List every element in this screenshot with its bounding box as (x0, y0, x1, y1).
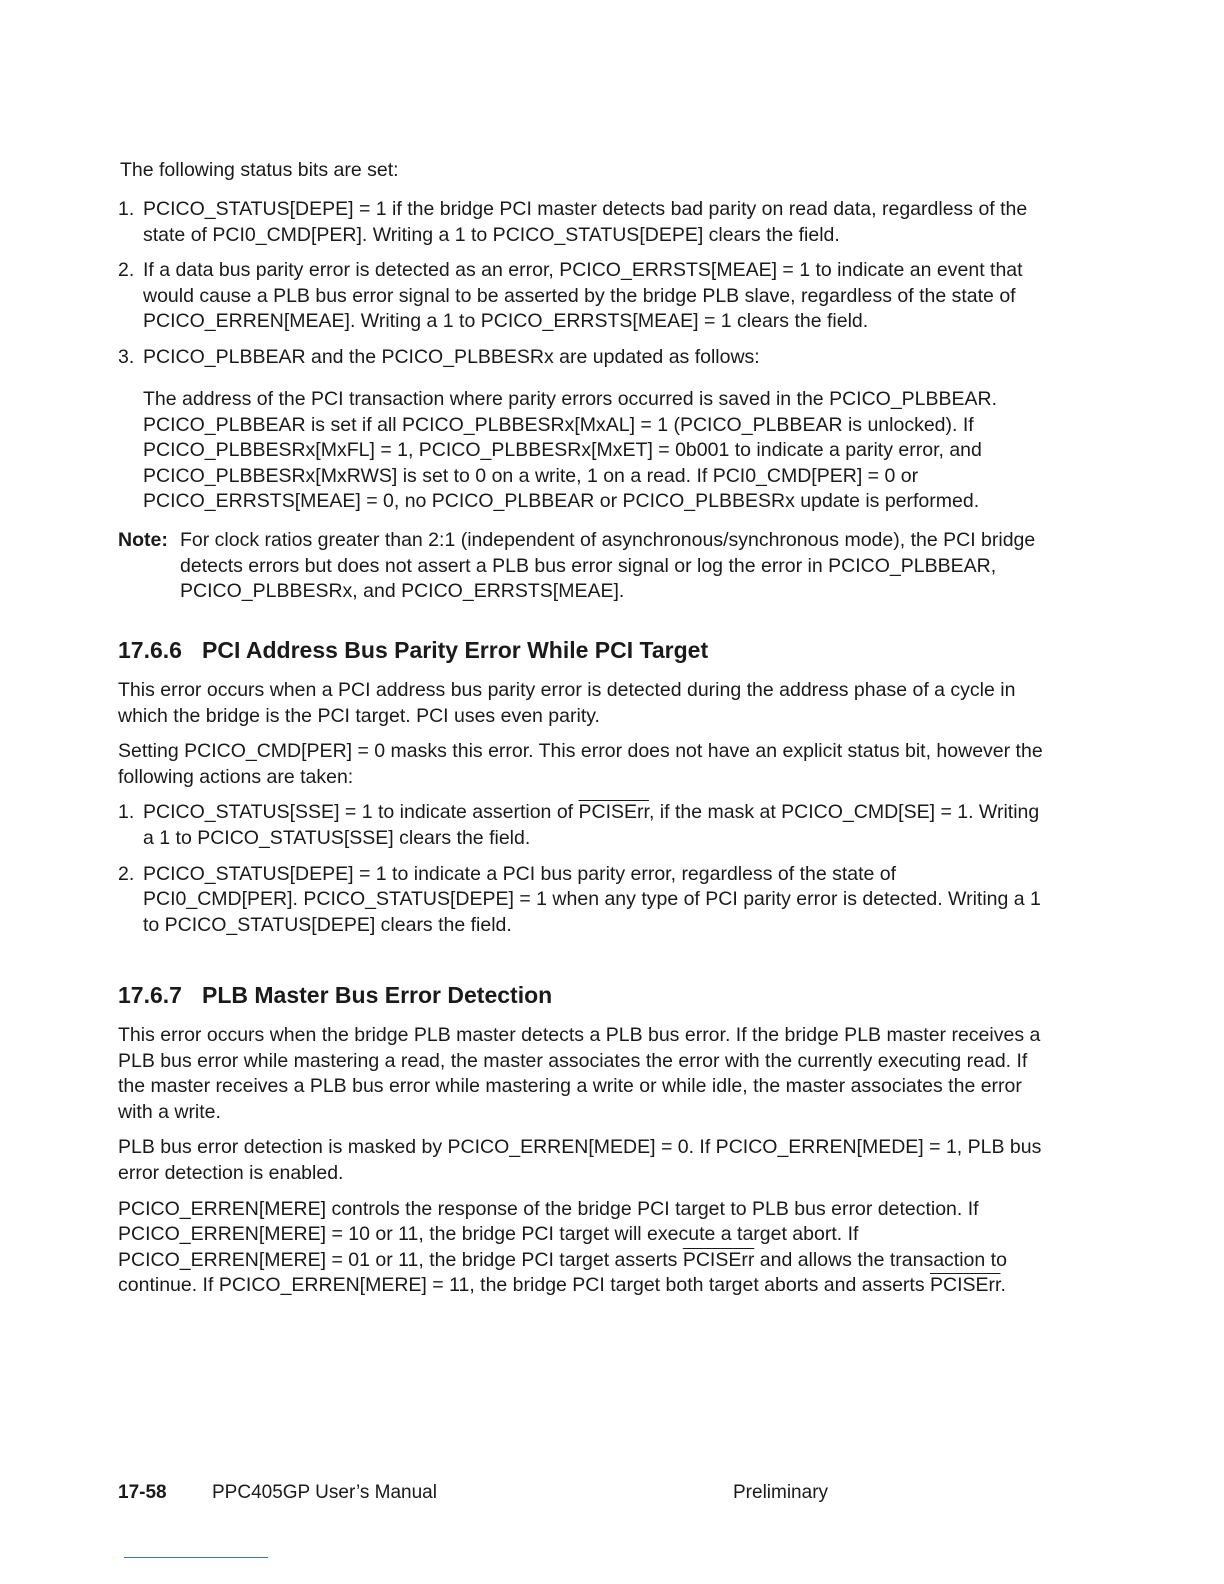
list-item (118, 258, 1048, 335)
section-body-17-6-7 (118, 1023, 1048, 1309)
intro-text: The following status bits are set: (120, 159, 399, 181)
list-text: PCICO_STATUS[DEPE] = 1 to indicate a PCI bus parity error, regardless of the state of PCI0_CMD[PER]. PCICO_STATUS[DEPE] = 1 when any type of PCI parity error is detected. Writing a 1 to PCICO_STATUS[DEPE] clears the field. (143, 862, 1041, 936)
page-footer (0, 1482, 1224, 1508)
footer-rule (124, 1557, 268, 1558)
list-item (118, 800, 1048, 851)
list-item (118, 197, 1048, 248)
paragraph: This error occurs when the bridge PLB master detects a PLB bus error. If the bridge PLB master receives a PLB bus error while mastering a read, the master associates the error with the currently executing read. If the master receives a PLB bus error while mastering a write or while idle, the master associates the error with a write. (118, 1024, 1041, 1123)
list-number: 3. (118, 345, 135, 368)
section-number: 17.6.6 (118, 637, 182, 663)
note-text: For clock ratios greater than 2:1 (independent of asynchronous/synchronous mode), the PCI bridge detects errors but does not assert a PLB bus error signal or log the error in PCICO_PLBBEAR, PCICO_PLBBESRx, and PCICO_ERRSTS[MEAE]. (180, 529, 1036, 603)
list-number: 2. (118, 259, 135, 282)
section-body-17-6-6 (118, 678, 1048, 948)
status-bits-list (118, 197, 1048, 381)
paragraph: Setting PCICO_CMD[PER] = 0 masks this error. This error does not have an explicit status bit, however the following actions are taken: (118, 740, 1043, 788)
section-title: PCI Address Bus Parity Error While PCI Target (202, 637, 709, 663)
note-label: Note: (118, 529, 168, 551)
plbbear-update-paragraph: The address of the PCI transaction where parity errors occurred is saved in the PCICO_PLBBEAR. PCICO_PLBBEAR is set if all PCICO_PLBBESRx[MxAL] = 1 (PCICO_PLBBEAR is unlocked). If PCICO_PLBBESRx[MxFL] = 1, PCICO_PLBBESRx[MxET] = 0b001 to indicate a parity error, and PCICO_PLBBESRx[MxRWS] is set to 0 on a write, 1 on a read. If PCI0_CMD[PER] = 0 or PCICO_ERRSTS[MEAE] = 0, no PCICO_PLBBEAR or PCICO_PLBBESRx update is performed. (143, 388, 998, 513)
list-text: PCICO_STATUS[SSE] = 1 to indicate assertion of PCISErr, if the mask at PCICO_CMD[SE] = 1. Writing a 1 to PCICO_STATUS[SSE] clears the field. (143, 801, 1040, 849)
section-title: PLB Master Bus Error Detection (202, 982, 553, 1008)
section-heading-17-6-6 (118, 636, 708, 664)
list-text: PCICO_PLBBEAR and the PCICO_PLBBESRx are updated as follows: (143, 345, 760, 368)
page-number: 17-58 (118, 1482, 167, 1503)
list-text: PCICO_STATUS[DEPE] = 1 if the bridge PCI master detects bad parity on read data, regardless of the state of PCI0_CMD[PER]. Writing a 1 to PCICO_STATUS[DEPE] clears the field. (143, 198, 1028, 246)
list-number: 1. (118, 801, 135, 824)
list-item (118, 862, 1048, 939)
list-number: 2. (118, 862, 135, 885)
list-number: 1. (118, 198, 135, 220)
section-number: 17.6.7 (118, 982, 182, 1008)
section-heading-17-6-7 (118, 981, 552, 1009)
document-status: Preliminary (733, 1482, 829, 1503)
manual-title: PPC405GP User’s Manual (212, 1482, 437, 1503)
paragraph: PCICO_ERREN[MERE] controls the response of the bridge PCI target to PLB bus error detection. If PCICO_ERREN[MERE] = 10 or 11, the bridge PCI target will execute a target abort. If PCICO_ERREN[MERE] = 01 or 11, the bridge PCI target asserts PCISErr and allows the transaction to continue. If PCICO_ERREN[MERE] = 11, the bridge PCI target both target aborts and asserts PCISErr. (118, 1197, 1007, 1297)
paragraph: This error occurs when a PCI address bus parity error is detected during the address phase of a cycle in which the bridge is the PCI target. PCI uses even parity. (118, 679, 1016, 727)
list-item (118, 345, 1048, 371)
paragraph: PLB bus error detection is masked by PCICO_ERREN[MEDE] = 0. If PCICO_ERREN[MEDE] = 1, PLB bus error detection is enabled. (118, 1136, 1042, 1184)
note-block (118, 528, 1038, 605)
list-text: If a data bus parity error is detected as an error, PCICO_ERRSTS[MEAE] = 1 to indicate an event that would cause a PLB bus error signal to be asserted by the bridge PLB slave, regardless of the state of PCICO_ERREN[MEAE]. Writing a 1 to PCICO_ERRSTS[MEAE] = 1 clears the field. (143, 259, 1023, 333)
